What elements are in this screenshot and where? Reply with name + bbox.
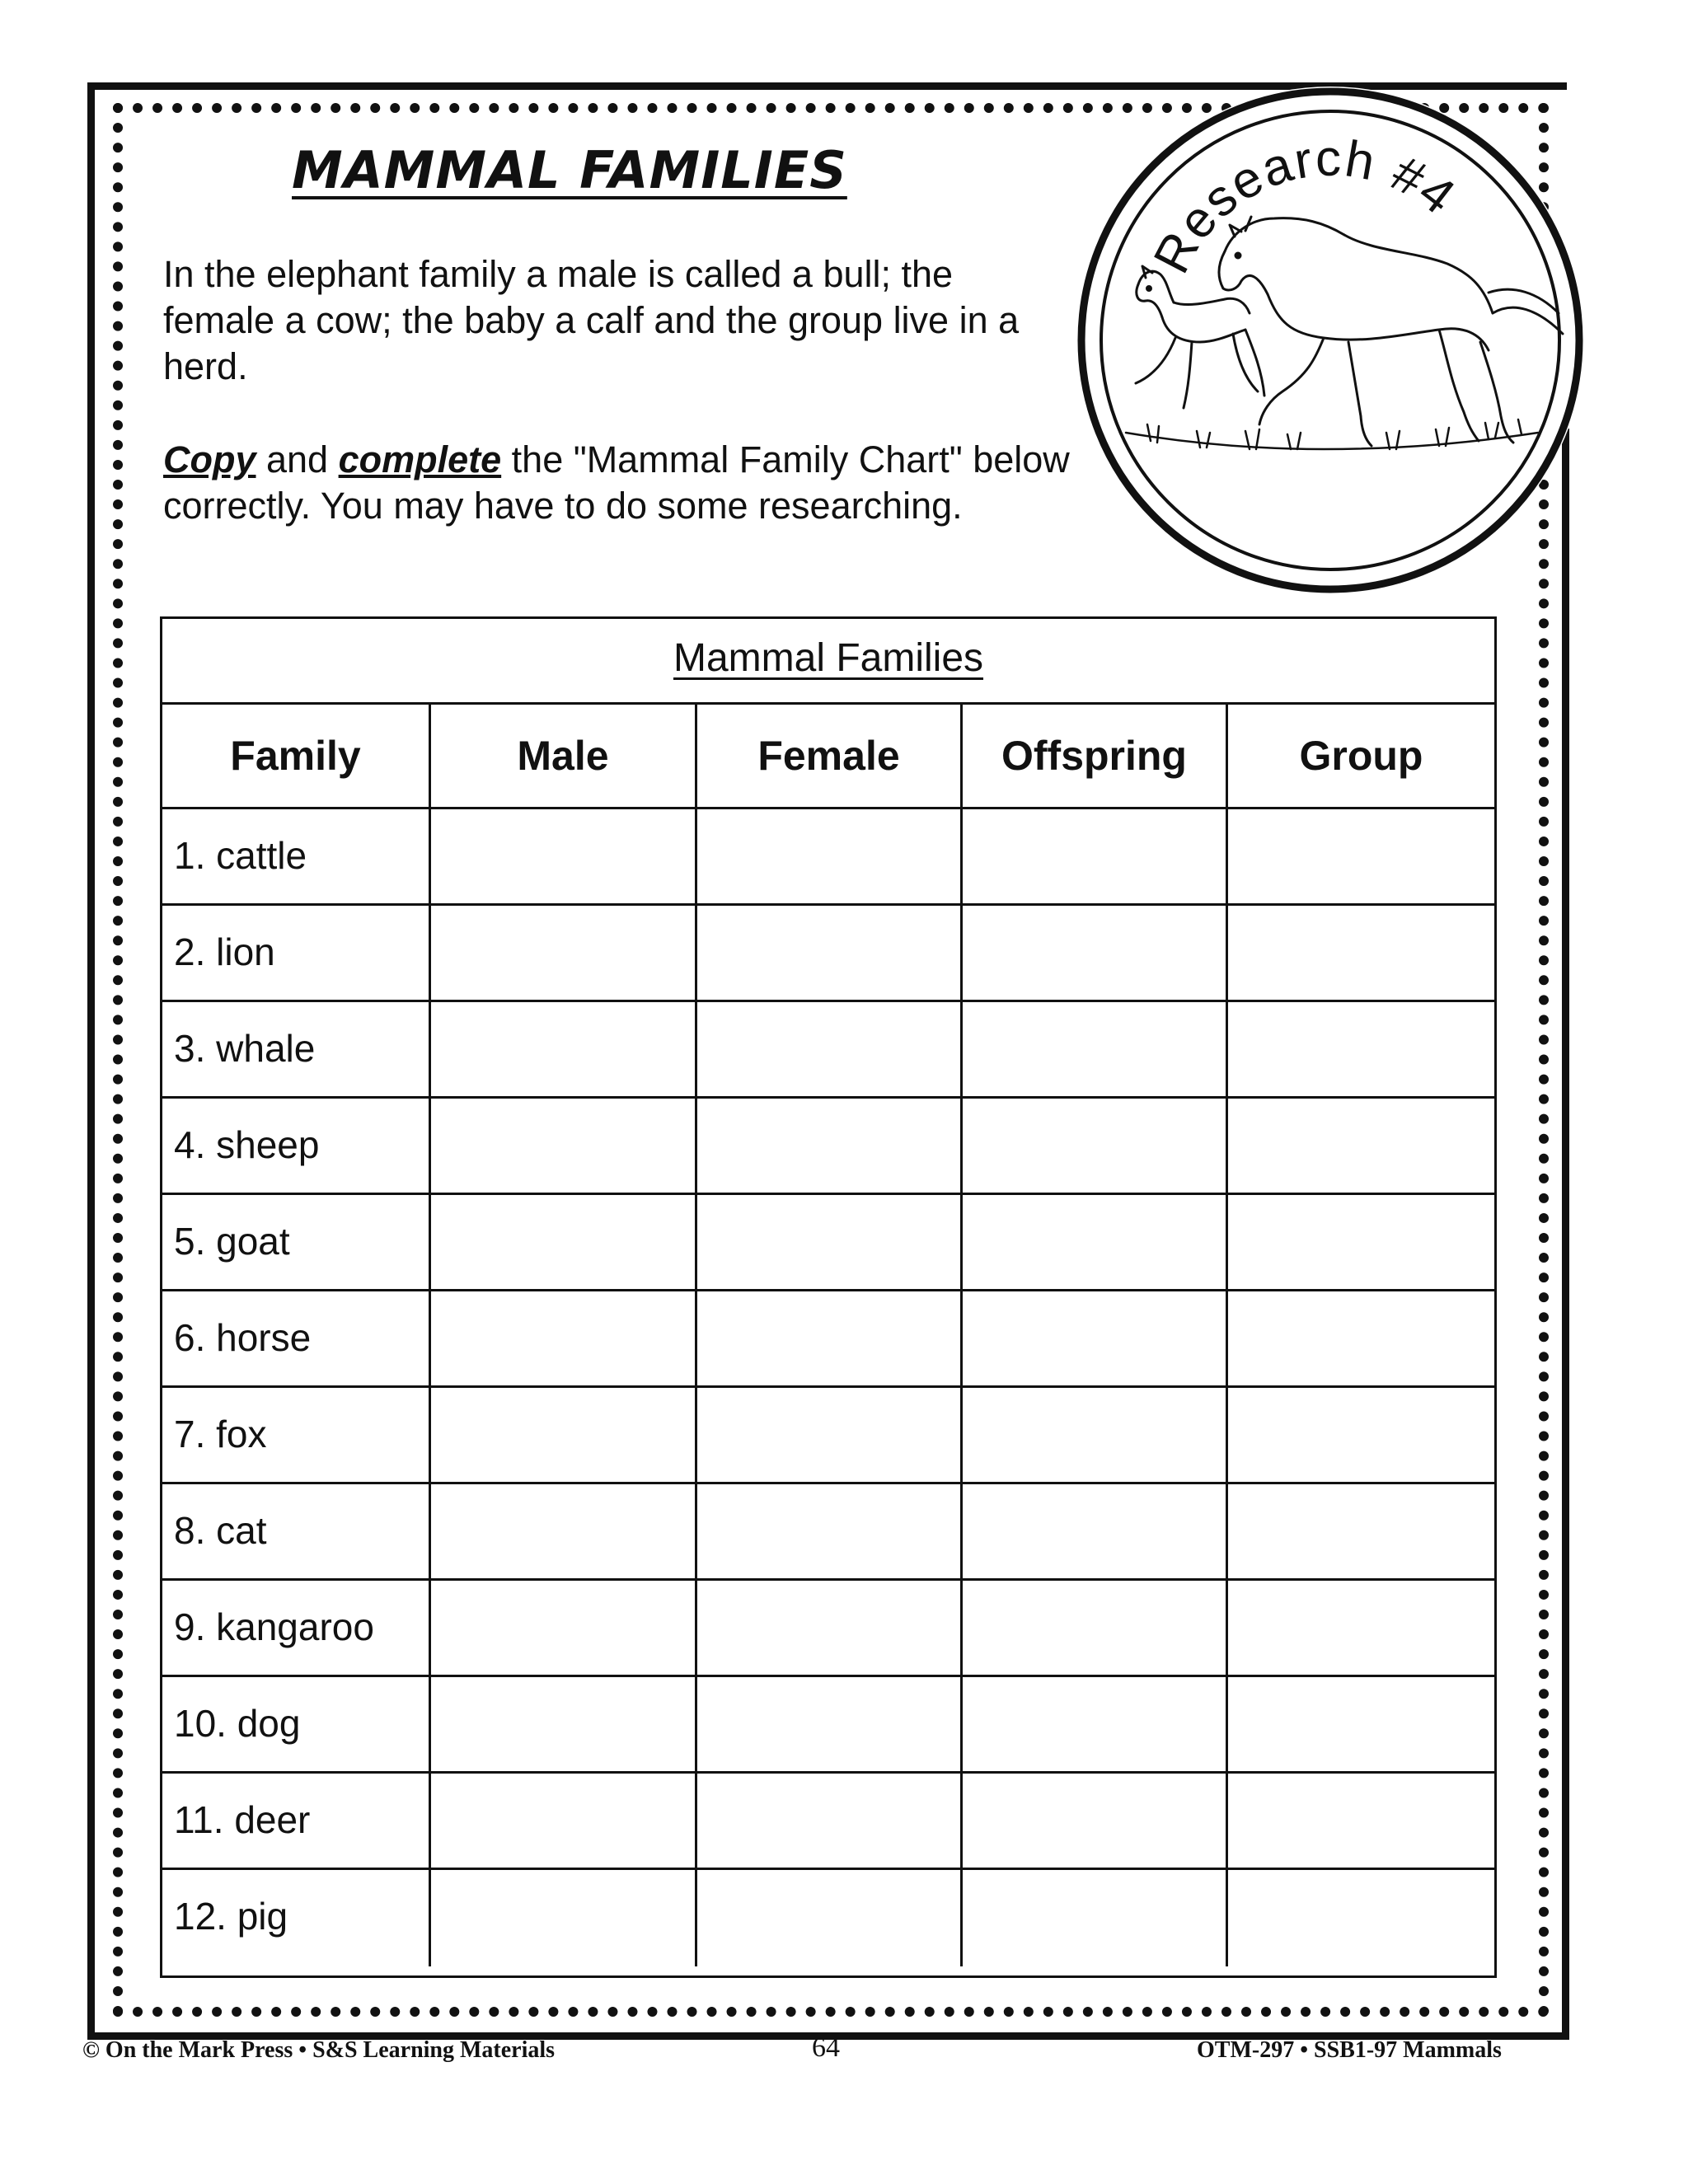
- answer-cell-male[interactable]: [431, 1774, 697, 1868]
- answer-cell-offspring[interactable]: [963, 1484, 1228, 1578]
- family-cell: 7. fox: [162, 1388, 431, 1482]
- answer-cell-female[interactable]: [697, 809, 963, 903]
- horse-illustration: [1076, 87, 1584, 594]
- answer-cell-male[interactable]: [431, 1099, 697, 1193]
- answer-cell-female[interactable]: [697, 1195, 963, 1289]
- table-title: [162, 619, 1494, 705]
- family-cell: 11. deer: [162, 1774, 431, 1868]
- copy-word: Copy: [163, 438, 256, 480]
- column-header-offspring: Offspring: [963, 705, 1228, 809]
- footer-copyright: © On the Mark Press • S&S Learning Materials: [82, 2037, 556, 2063]
- answer-cell-group[interactable]: [1228, 1195, 1494, 1289]
- answer-cell-offspring[interactable]: [963, 1870, 1228, 1966]
- page-frame-right: [1562, 429, 1569, 2040]
- answer-cell-female[interactable]: [697, 1388, 963, 1482]
- answer-cell-female[interactable]: [697, 1291, 963, 1385]
- answer-cell-female[interactable]: [697, 1484, 963, 1578]
- answer-cell-offspring[interactable]: [963, 1581, 1228, 1675]
- answer-cell-group[interactable]: [1228, 1002, 1494, 1096]
- answer-cell-offspring[interactable]: [963, 1195, 1228, 1289]
- family-cell: 12. pig: [162, 1870, 431, 1966]
- mammal-families-table: [160, 616, 1497, 1978]
- family-cell: 3. whale: [162, 1002, 431, 1096]
- answer-cell-offspring[interactable]: [963, 809, 1228, 903]
- answer-cell-group[interactable]: [1228, 1484, 1494, 1578]
- column-header-group: Group: [1228, 705, 1494, 809]
- table-title-text: Mammal Families: [673, 636, 984, 680]
- answer-cell-offspring[interactable]: [963, 1388, 1228, 1482]
- answer-cell-group[interactable]: [1228, 906, 1494, 1000]
- table-row: [162, 1870, 1494, 1966]
- table-row: [162, 1099, 1494, 1195]
- column-header-family: Family: [162, 705, 431, 809]
- answer-cell-female[interactable]: [697, 1002, 963, 1096]
- table-row: [162, 1581, 1494, 1677]
- answer-cell-offspring[interactable]: [963, 1099, 1228, 1193]
- answer-cell-male[interactable]: [431, 1870, 697, 1966]
- instructions-rest: the "Mammal Family Chart" below correctly. You may have to do some researching.: [163, 438, 1070, 527]
- table-row: [162, 1195, 1494, 1291]
- page-title: MAMMAL FAMILIES: [292, 140, 847, 200]
- answer-cell-offspring[interactable]: [963, 906, 1228, 1000]
- table-row: [162, 1388, 1494, 1484]
- table-row: [162, 1002, 1494, 1099]
- instructions-text: [163, 437, 1086, 529]
- answer-cell-male[interactable]: [431, 1484, 697, 1578]
- page-number: 64: [812, 2032, 840, 2063]
- table-row: [162, 906, 1494, 1002]
- answer-cell-group[interactable]: [1228, 1388, 1494, 1482]
- answer-cell-group[interactable]: [1228, 809, 1494, 903]
- family-cell: 9. kangaroo: [162, 1581, 431, 1675]
- table-row: [162, 809, 1494, 906]
- answer-cell-group[interactable]: [1228, 1581, 1494, 1675]
- table-row: [162, 1677, 1494, 1774]
- column-header-male: Male: [431, 705, 697, 809]
- family-cell: 10. dog: [162, 1677, 431, 1771]
- column-header-female: Female: [697, 705, 963, 809]
- complete-word: complete: [338, 438, 502, 480]
- family-cell: 1. cattle: [162, 809, 431, 903]
- answer-cell-male[interactable]: [431, 1677, 697, 1771]
- answer-cell-male[interactable]: [431, 809, 697, 903]
- answer-cell-offspring[interactable]: [963, 1002, 1228, 1096]
- answer-cell-offspring[interactable]: [963, 1774, 1228, 1868]
- answer-cell-female[interactable]: [697, 1870, 963, 1966]
- answer-cell-group[interactable]: [1228, 1677, 1494, 1771]
- answer-cell-group[interactable]: [1228, 1099, 1494, 1193]
- family-cell: 2. lion: [162, 906, 431, 1000]
- answer-cell-male[interactable]: [431, 1581, 697, 1675]
- table-row: [162, 1774, 1494, 1870]
- answer-cell-male[interactable]: [431, 1002, 697, 1096]
- answer-cell-female[interactable]: [697, 1677, 963, 1771]
- family-cell: 8. cat: [162, 1484, 431, 1578]
- intro-text: In the elephant family a male is called a bull; the female a cow; the baby a calf and the group live in a herd.: [163, 253, 1020, 387]
- answer-cell-offspring[interactable]: [963, 1677, 1228, 1771]
- answer-cell-group[interactable]: [1228, 1291, 1494, 1385]
- answer-cell-offspring[interactable]: [963, 1291, 1228, 1385]
- answer-cell-male[interactable]: [431, 1388, 697, 1482]
- answer-cell-group[interactable]: [1228, 1870, 1494, 1966]
- answer-cell-female[interactable]: [697, 1099, 963, 1193]
- answer-cell-group[interactable]: [1228, 1774, 1494, 1868]
- research-badge: [1076, 87, 1584, 594]
- family-cell: 5. goat: [162, 1195, 431, 1289]
- footer-product-code: OTM-297 • SSB1-97 Mammals: [1197, 2037, 1502, 2063]
- answer-cell-male[interactable]: [431, 906, 697, 1000]
- badge-label: Research #4: [1142, 129, 1467, 283]
- answer-cell-female[interactable]: [697, 906, 963, 1000]
- family-cell: 6. horse: [162, 1291, 431, 1385]
- answer-cell-male[interactable]: [431, 1291, 697, 1385]
- answer-cell-male[interactable]: [431, 1195, 697, 1289]
- table-row: [162, 1291, 1494, 1388]
- family-cell: 4. sheep: [162, 1099, 431, 1193]
- and-word: and: [256, 438, 339, 480]
- answer-cell-female[interactable]: [697, 1774, 963, 1868]
- table-row: [162, 1484, 1494, 1581]
- answer-cell-female[interactable]: [697, 1581, 963, 1675]
